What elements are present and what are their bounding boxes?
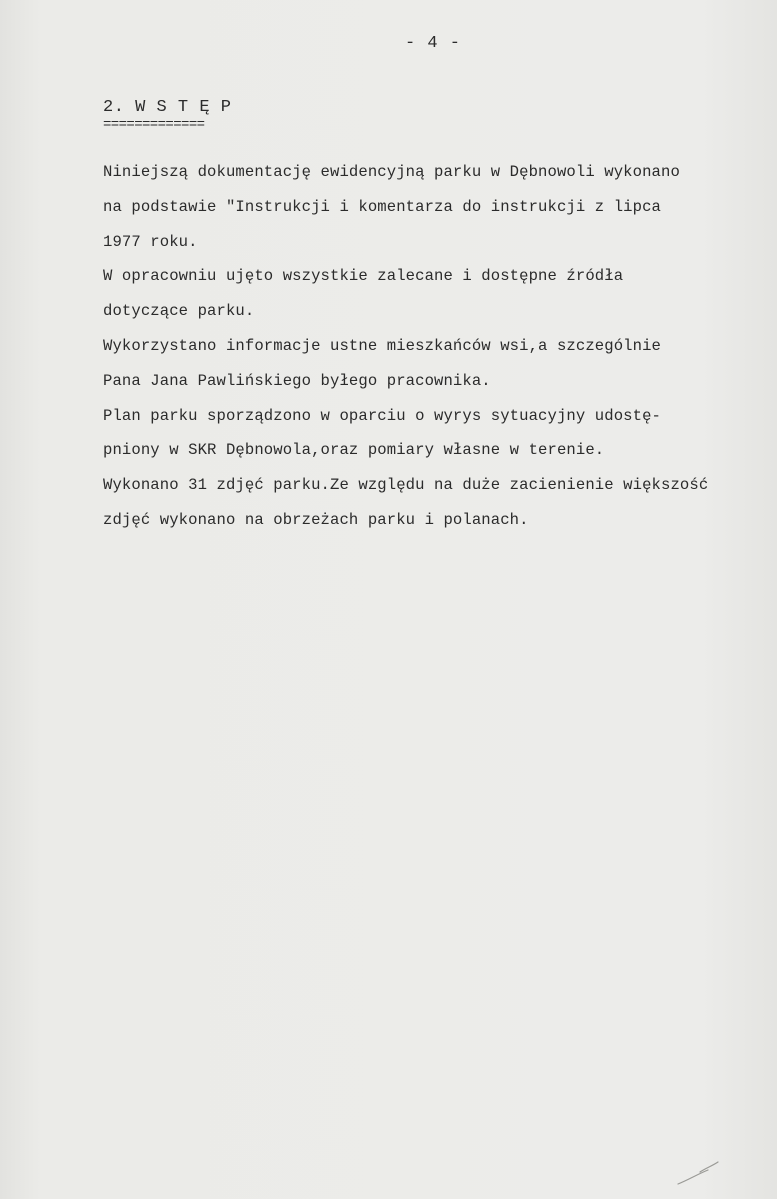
heading-underline: ============= bbox=[103, 117, 205, 133]
page-number: - 4 - bbox=[405, 34, 462, 53]
body-text bbox=[103, 158, 768, 541]
text-line: Wykorzystano informacje ustne mieszkańców wsi,a szczególnie bbox=[103, 336, 662, 355]
text-line: W opracowniu ujęto wszystkie zalecane i dostępne źródła bbox=[103, 267, 624, 286]
text-line: Pana Jana Pawlińskiego byłego pracownika. bbox=[103, 371, 491, 390]
text-line: pniony w SKR Dębnowola,oraz pomiary własne w terenie. bbox=[103, 441, 605, 460]
text-line: Plan parku sporządzono w oparciu o wyrys sytuacyjny udostę- bbox=[103, 406, 662, 425]
text-line: Niniejszą dokumentację ewidencyjną parku w Dębnowoli wykonano bbox=[103, 163, 680, 181]
text-line: na podstawie "Instrukcji i komentarza do instrukcji z lipca bbox=[103, 197, 662, 216]
text-line: zdjęć wykonano na obrzeżach parku i polanach. bbox=[103, 510, 529, 529]
section-heading: 2. W S T Ę P bbox=[103, 98, 232, 117]
pencil-mark bbox=[670, 1150, 730, 1190]
text-line: dotyczące parku. bbox=[103, 302, 255, 321]
text-line: 1977 roku. bbox=[103, 232, 198, 251]
text-line: Wykonano 31 zdjęć parku.Ze względu na duże zacienienie większość bbox=[103, 476, 709, 495]
